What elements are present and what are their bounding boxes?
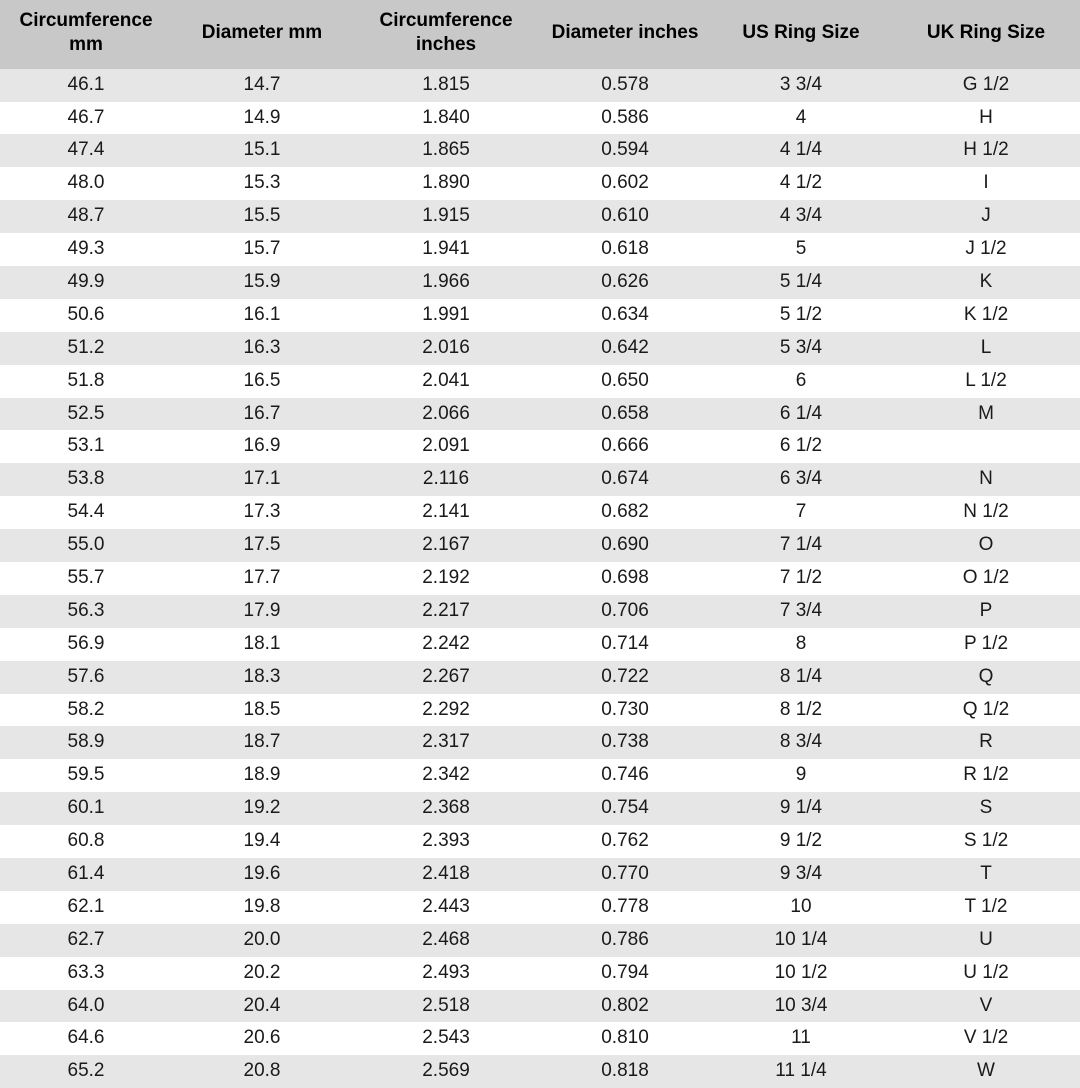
table-cell: 20.6 xyxy=(172,1022,352,1055)
table-cell: 5 xyxy=(710,233,892,266)
table-cell: 65.2 xyxy=(0,1055,172,1088)
table-cell: 8 xyxy=(710,628,892,661)
table-cell: 3 3/4 xyxy=(710,69,892,102)
table-cell: 17.1 xyxy=(172,463,352,496)
table-cell: P 1/2 xyxy=(892,628,1080,661)
table-row xyxy=(0,167,1080,200)
table-cell: 1.941 xyxy=(352,233,540,266)
table-cell: N 1/2 xyxy=(892,496,1080,529)
table-cell: 2.317 xyxy=(352,726,540,759)
table-cell: 2.192 xyxy=(352,562,540,595)
table-cell: 7 3/4 xyxy=(710,595,892,628)
table-cell: 1.915 xyxy=(352,200,540,233)
table-cell: 1.815 xyxy=(352,69,540,102)
column-header-circumference-inches: Circumference inches xyxy=(352,0,540,69)
table-cell: V xyxy=(892,990,1080,1023)
table-cell: 9 xyxy=(710,759,892,792)
table-cell: 5 3/4 xyxy=(710,332,892,365)
table-cell: 16.3 xyxy=(172,332,352,365)
table-cell: 54.4 xyxy=(0,496,172,529)
table-cell: 0.594 xyxy=(540,134,710,167)
table-cell: 10 1/2 xyxy=(710,957,892,990)
table-cell: J 1/2 xyxy=(892,233,1080,266)
table-cell: I xyxy=(892,167,1080,200)
table-cell: 0.650 xyxy=(540,365,710,398)
table-row xyxy=(0,957,1080,990)
table-row xyxy=(0,69,1080,102)
table-cell: 47.4 xyxy=(0,134,172,167)
table-cell: U xyxy=(892,924,1080,957)
table-cell: 0.786 xyxy=(540,924,710,957)
table-cell: 61.4 xyxy=(0,858,172,891)
table-cell: 2.292 xyxy=(352,694,540,727)
table-cell: 0.770 xyxy=(540,858,710,891)
table-cell: 53.8 xyxy=(0,463,172,496)
table-cell: 2.141 xyxy=(352,496,540,529)
table-cell: 2.091 xyxy=(352,430,540,463)
table-cell: 0.802 xyxy=(540,990,710,1023)
table-cell: 2.543 xyxy=(352,1022,540,1055)
table-cell: 51.2 xyxy=(0,332,172,365)
table-cell: 0.610 xyxy=(540,200,710,233)
table-row xyxy=(0,661,1080,694)
table-cell: 8 1/4 xyxy=(710,661,892,694)
table-row xyxy=(0,266,1080,299)
table-row xyxy=(0,233,1080,266)
table-cell: 46.7 xyxy=(0,102,172,135)
table-cell: 0.762 xyxy=(540,825,710,858)
table-row xyxy=(0,134,1080,167)
table-cell: 62.1 xyxy=(0,891,172,924)
table-cell: 1.890 xyxy=(352,167,540,200)
table-cell: 16.9 xyxy=(172,430,352,463)
table-cell: 55.0 xyxy=(0,529,172,562)
table-cell: 19.2 xyxy=(172,792,352,825)
table-cell: V 1/2 xyxy=(892,1022,1080,1055)
table-cell: 64.6 xyxy=(0,1022,172,1055)
table-cell: 0.634 xyxy=(540,299,710,332)
table-cell: 17.7 xyxy=(172,562,352,595)
table-cell: 19.6 xyxy=(172,858,352,891)
table-cell: 4 1/2 xyxy=(710,167,892,200)
table-cell: 57.6 xyxy=(0,661,172,694)
table-cell: 14.7 xyxy=(172,69,352,102)
table-cell: 48.7 xyxy=(0,200,172,233)
table-cell: 1.991 xyxy=(352,299,540,332)
column-header-us-ring-size: US Ring Size xyxy=(710,0,892,69)
table-cell: 20.2 xyxy=(172,957,352,990)
table-cell: 14.9 xyxy=(172,102,352,135)
table-cell: 2.569 xyxy=(352,1055,540,1088)
table-cell: 0.706 xyxy=(540,595,710,628)
table-cell: 0.658 xyxy=(540,398,710,431)
table-cell: 2.443 xyxy=(352,891,540,924)
table-row xyxy=(0,365,1080,398)
column-header-diameter-inches: Diameter inches xyxy=(540,0,710,69)
table-cell: 0.602 xyxy=(540,167,710,200)
table-cell: 0.738 xyxy=(540,726,710,759)
table-cell: 49.9 xyxy=(0,266,172,299)
table-cell: 10 xyxy=(710,891,892,924)
table-cell: 16.1 xyxy=(172,299,352,332)
table-cell: 0.722 xyxy=(540,661,710,694)
table-cell: 56.3 xyxy=(0,595,172,628)
table-cell: 2.493 xyxy=(352,957,540,990)
table-cell: O 1/2 xyxy=(892,562,1080,595)
table-row xyxy=(0,463,1080,496)
table-cell: 1.966 xyxy=(352,266,540,299)
table-cell: 56.9 xyxy=(0,628,172,661)
table-cell: T xyxy=(892,858,1080,891)
table-row xyxy=(0,858,1080,891)
table-cell: 49.3 xyxy=(0,233,172,266)
table-cell: 17.9 xyxy=(172,595,352,628)
table-row xyxy=(0,529,1080,562)
table-cell: M xyxy=(892,398,1080,431)
table-row xyxy=(0,924,1080,957)
table-cell: 0.810 xyxy=(540,1022,710,1055)
table-cell: 5 1/2 xyxy=(710,299,892,332)
table-row xyxy=(0,990,1080,1023)
table-cell: 20.4 xyxy=(172,990,352,1023)
table-row xyxy=(0,299,1080,332)
column-header-diameter-mm: Diameter mm xyxy=(172,0,352,69)
table-cell: 18.7 xyxy=(172,726,352,759)
table-cell: H xyxy=(892,102,1080,135)
table-cell: 15.9 xyxy=(172,266,352,299)
table-cell: J xyxy=(892,200,1080,233)
table-cell: 10 1/4 xyxy=(710,924,892,957)
table-cell: 1.840 xyxy=(352,102,540,135)
table-row xyxy=(0,628,1080,661)
table-cell: 59.5 xyxy=(0,759,172,792)
table-cell: 9 1/4 xyxy=(710,792,892,825)
table-cell: 4 xyxy=(710,102,892,135)
table-cell: 2.116 xyxy=(352,463,540,496)
table-row xyxy=(0,1022,1080,1055)
table-cell: 18.9 xyxy=(172,759,352,792)
table-cell: 20.8 xyxy=(172,1055,352,1088)
table-cell: 16.7 xyxy=(172,398,352,431)
table-cell: 5 1/4 xyxy=(710,266,892,299)
table-cell: 60.1 xyxy=(0,792,172,825)
table-cell: 58.9 xyxy=(0,726,172,759)
table-row xyxy=(0,595,1080,628)
table-cell: 9 3/4 xyxy=(710,858,892,891)
table-cell: 46.1 xyxy=(0,69,172,102)
table-cell: 53.1 xyxy=(0,430,172,463)
table-cell: 20.0 xyxy=(172,924,352,957)
table-cell: R 1/2 xyxy=(892,759,1080,792)
table-row xyxy=(0,102,1080,135)
table-cell: W xyxy=(892,1055,1080,1088)
table-cell: 6 1/4 xyxy=(710,398,892,431)
table-row xyxy=(0,694,1080,727)
table-cell: G 1/2 xyxy=(892,69,1080,102)
table-cell: 0.666 xyxy=(540,430,710,463)
table-cell: 19.4 xyxy=(172,825,352,858)
table-cell: 18.3 xyxy=(172,661,352,694)
table-row xyxy=(0,1055,1080,1088)
table-cell: 48.0 xyxy=(0,167,172,200)
table-cell: 64.0 xyxy=(0,990,172,1023)
table-cell: 0.586 xyxy=(540,102,710,135)
table-cell: Q xyxy=(892,661,1080,694)
table-cell: 7 1/4 xyxy=(710,529,892,562)
table-cell: 2.041 xyxy=(352,365,540,398)
table-cell: 2.393 xyxy=(352,825,540,858)
table-cell: 0.746 xyxy=(540,759,710,792)
column-header-circumference-mm: Circumference mm xyxy=(0,0,172,69)
table-cell: 2.267 xyxy=(352,661,540,694)
table-cell: 8 1/2 xyxy=(710,694,892,727)
table-cell: 7 xyxy=(710,496,892,529)
table-cell: 0.618 xyxy=(540,233,710,266)
table-cell: 58.2 xyxy=(0,694,172,727)
table-row xyxy=(0,430,1080,463)
table-cell: 0.578 xyxy=(540,69,710,102)
table-cell: 0.674 xyxy=(540,463,710,496)
table-cell: 2.217 xyxy=(352,595,540,628)
table-row xyxy=(0,759,1080,792)
table-cell: 2.066 xyxy=(352,398,540,431)
table-cell: L 1/2 xyxy=(892,365,1080,398)
table-row xyxy=(0,726,1080,759)
table-row xyxy=(0,792,1080,825)
table-cell: 55.7 xyxy=(0,562,172,595)
table-cell: 0.626 xyxy=(540,266,710,299)
table-row xyxy=(0,562,1080,595)
table-cell: K 1/2 xyxy=(892,299,1080,332)
table-header-row xyxy=(0,0,1080,69)
table-cell: 15.5 xyxy=(172,200,352,233)
table-row xyxy=(0,398,1080,431)
table-cell: 0.642 xyxy=(540,332,710,365)
table-cell: 17.3 xyxy=(172,496,352,529)
table-row xyxy=(0,891,1080,924)
table-cell: 0.794 xyxy=(540,957,710,990)
table-cell: 15.3 xyxy=(172,167,352,200)
table-cell: 50.6 xyxy=(0,299,172,332)
table-cell: P xyxy=(892,595,1080,628)
table-cell: 11 xyxy=(710,1022,892,1055)
table-cell: 10 3/4 xyxy=(710,990,892,1023)
table-cell: S 1/2 xyxy=(892,825,1080,858)
table-cell: 2.167 xyxy=(352,529,540,562)
table-cell: 6 xyxy=(710,365,892,398)
table-cell: R xyxy=(892,726,1080,759)
table-cell: 2.342 xyxy=(352,759,540,792)
table-cell: 0.730 xyxy=(540,694,710,727)
table-row xyxy=(0,825,1080,858)
table-cell: 16.5 xyxy=(172,365,352,398)
table-cell: 19.8 xyxy=(172,891,352,924)
table-cell: 2.468 xyxy=(352,924,540,957)
table-body xyxy=(0,69,1080,1088)
table-cell: 2.016 xyxy=(352,332,540,365)
table-cell: 15.1 xyxy=(172,134,352,167)
table-cell: 11 1/4 xyxy=(710,1055,892,1088)
table-cell: 17.5 xyxy=(172,529,352,562)
table-cell: L xyxy=(892,332,1080,365)
table-cell xyxy=(892,430,1080,463)
table-cell: T 1/2 xyxy=(892,891,1080,924)
table-cell: 62.7 xyxy=(0,924,172,957)
table-row xyxy=(0,200,1080,233)
table-cell: 0.714 xyxy=(540,628,710,661)
table-cell: Q 1/2 xyxy=(892,694,1080,727)
table-cell: 52.5 xyxy=(0,398,172,431)
table-cell: 1.865 xyxy=(352,134,540,167)
table-cell: 2.418 xyxy=(352,858,540,891)
table-cell: 63.3 xyxy=(0,957,172,990)
table-cell: H 1/2 xyxy=(892,134,1080,167)
table-cell: 60.8 xyxy=(0,825,172,858)
table-cell: 2.242 xyxy=(352,628,540,661)
table-cell: K xyxy=(892,266,1080,299)
table-cell: 6 3/4 xyxy=(710,463,892,496)
table-cell: 0.698 xyxy=(540,562,710,595)
table-cell: 9 1/2 xyxy=(710,825,892,858)
table-cell: U 1/2 xyxy=(892,957,1080,990)
table-cell: 0.682 xyxy=(540,496,710,529)
table-cell: 4 1/4 xyxy=(710,134,892,167)
table-cell: 2.368 xyxy=(352,792,540,825)
table-cell: 4 3/4 xyxy=(710,200,892,233)
table-cell: 6 1/2 xyxy=(710,430,892,463)
column-header-uk-ring-size: UK Ring Size xyxy=(892,0,1080,69)
table-cell: O xyxy=(892,529,1080,562)
table-cell: 0.754 xyxy=(540,792,710,825)
table-cell: 0.778 xyxy=(540,891,710,924)
table-cell: 7 1/2 xyxy=(710,562,892,595)
table-cell: 2.518 xyxy=(352,990,540,1023)
table-cell: S xyxy=(892,792,1080,825)
table-row xyxy=(0,496,1080,529)
table-cell: 18.1 xyxy=(172,628,352,661)
table-cell: N xyxy=(892,463,1080,496)
table-row xyxy=(0,332,1080,365)
table-cell: 8 3/4 xyxy=(710,726,892,759)
table-header xyxy=(0,0,1080,69)
table-cell: 0.818 xyxy=(540,1055,710,1088)
table-cell: 15.7 xyxy=(172,233,352,266)
table-cell: 18.5 xyxy=(172,694,352,727)
table-cell: 0.690 xyxy=(540,529,710,562)
table-cell: 51.8 xyxy=(0,365,172,398)
